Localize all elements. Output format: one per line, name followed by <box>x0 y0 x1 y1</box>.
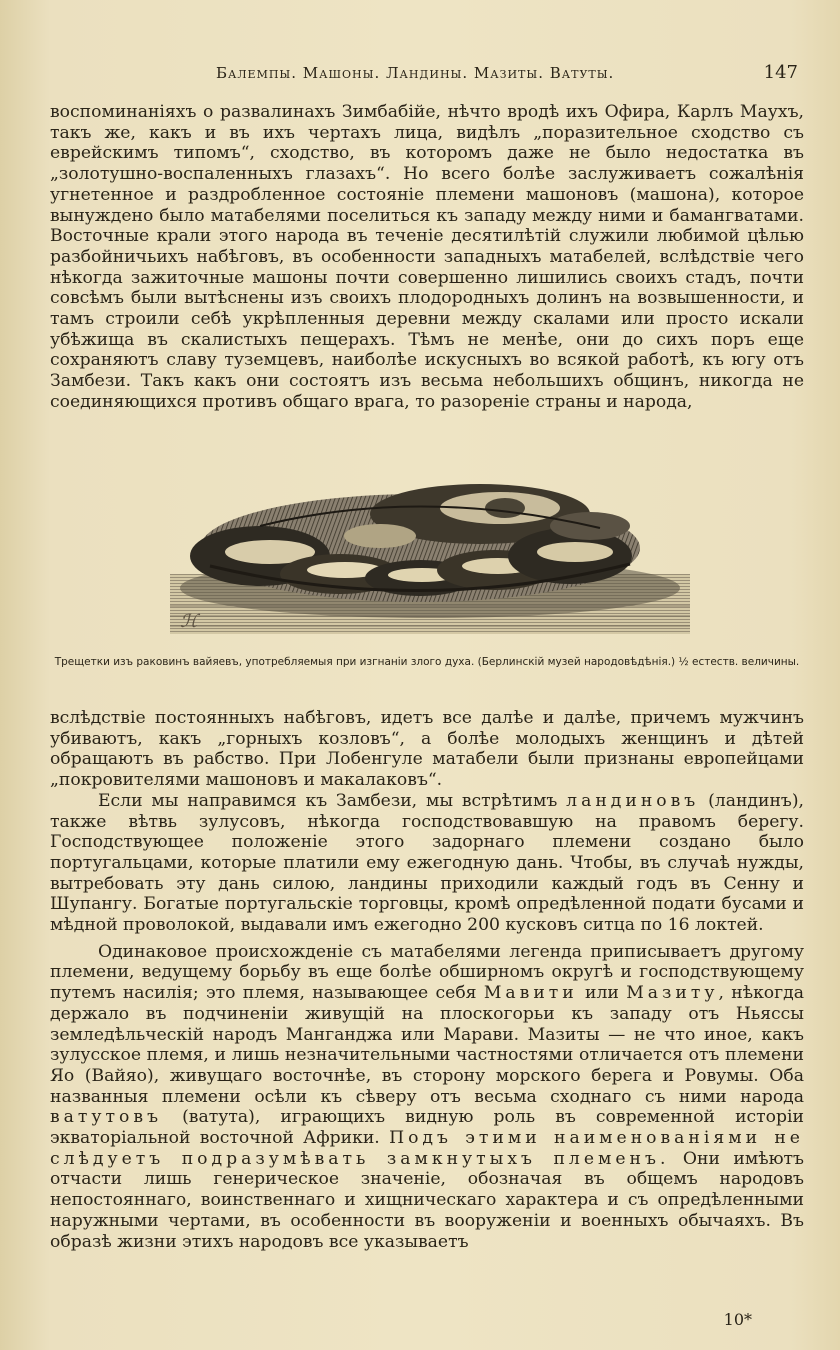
page-number: 147 <box>763 62 798 83</box>
bottom-text-block <box>50 708 804 1252</box>
text-run: Если мы направимся къ Замбези, мы встрѣтимъ <box>98 790 567 811</box>
top-text-block <box>50 102 804 413</box>
shell-rattle-drawing <box>150 456 710 652</box>
figure-caption: Трещетки изъ раковинъ вайяевъ, употребляемыя при изгнаніи злого духа. (Берлинскій музей народовѣдѣнія.) ½ естеств. величины. <box>54 656 800 668</box>
shell-rattle-illustration <box>150 456 710 652</box>
paragraph <box>50 942 804 1253</box>
text-run: Они имѣютъ отчасти лишь генерическое значеніе, обозначая въ общемъ народовъ непостояннаго, воинственнаго и хищническаго характера и съ опредѣленными наружными чертами, въ особенности въ вооруженіи и военныхъ обычаяхъ. Въ образѣ жизни этихъ народовъ все указываетъ <box>50 1148 804 1252</box>
emphasized-term: ватутовъ <box>50 1107 163 1128</box>
paragraph <box>50 791 804 936</box>
running-head: Балемпы. Машоны. Ландины. Мазиты. Ватуты. <box>216 64 615 82</box>
emphasized-term: Подъ этими наименованіями не слѣдуетъ подразумѣвать замкнутыхъ племенъ. <box>50 1128 804 1169</box>
text-run: , нѣкогда держало въ подчиненіи живущій на плоскогорьи къ западу отъ Ньяссы земледѣльческій народъ Манганджа или Марави. Мазиты — не что иное, какъ зулусское племя, и лишь незначительными частностями отличается отъ племени Яо (Вайяо), живущаго восточнѣе, въ сторону морского берега и Ровумы. Оба названныя племени осѣли къ сѣверу отъ весьма сходнаго съ ними народа <box>50 983 804 1107</box>
printer-signature-mark: 10* <box>723 1310 752 1329</box>
text-run: (ландинъ), также вѣтвь зулусовъ, нѣкогда господствовавшую на правомъ берегу. Господствующее положеніе этого задорнаго племени создано было португальцами, которые платили ему ежегодную дань. Чтобы, въ случаѣ нужды, вытребовать эту дань силою, ландины приходили каждый годъ въ Сенну и Шупангу. Богатые португальскіе торговцы, кромѣ опредѣленной подати бусами и мѣдной проволокой, выдавали имъ ежегодно 200 кусковъ ситца по 16 локтей. <box>50 790 804 936</box>
text-run: или <box>577 983 627 1004</box>
emphasized-term: Мавити <box>483 983 578 1004</box>
paragraph: воспоминаніяхъ о развалинахъ Зимбабійе, нѣчто вродѣ ихъ Офира, Карлъ Маухъ, такъ же, какъ и въ ихъ чертахъ лица, видѣлъ „поразительное сходство съ еврейскимъ типомъ“, сходство, въ которомъ даже не было недостатка въ „золотушно-воспаленныхъ глазахъ“. Но всего болѣе заслуживаетъ сожалѣнія угнетенное и раздробленное состояніе племени машоновъ (машона), которое вынуждено было матабелями поселиться къ западу между ними и бамангватами. Восточные крали этого народа въ теченіе десятилѣтій служили любимой цѣлью разбойничьихъ набѣговъ, въ особенности западныхъ матабелей, вслѣдствіе чего нѣкогда зажиточные машоны почти совершенно лишились своихъ стадъ, почти совсѣмъ были вытѣснены изъ своихъ плодородныхъ долинъ на возвышенности, и тамъ строили себѣ укрѣпленныя деревни между скалами или просто искали убѣжища въ скалистыхъ пещерахъ. Тѣмъ не менѣе, они до сихъ поръ еще сохраняютъ славу туземцевъ, наиболѣе искусныхъ во всякой работѣ, къ югу отъ Замбези. Такъ какъ они состоятъ изъ весьма небольшихъ общинъ, никогда не соединяющихся противъ общаго врага, то разореніе страны и народа, <box>50 102 804 412</box>
page-header <box>48 60 808 88</box>
artist-signature: ℋ <box>180 611 198 632</box>
text-run: Одинаковое происхожденіе съ матабелями легенда приписываетъ другому племени, ведущему борьбу въ еще болѣе обширномъ округѣ и господствующему путемъ насилія; это племя, называющее себя <box>50 941 804 1004</box>
emphasized-term: ландиновъ <box>566 790 700 811</box>
emphasized-term: Мазиту <box>626 983 719 1004</box>
paragraph: вслѣдствіе постоянныхъ набѣговъ, идетъ все далѣе и далѣе, причемъ мужчинъ убиваютъ, какъ „горныхъ козловъ“, а болѣе молодыхъ женщинъ и дѣтей обращаютъ въ рабство. При Лобенгуле матабели были признаны европейцами „покровителями машоновъ и макалаковъ“. <box>50 708 804 791</box>
text-run: (ватута), играющихъ видную роль въ современной исторіи экваторіальной восточной Африки. <box>50 1107 804 1149</box>
